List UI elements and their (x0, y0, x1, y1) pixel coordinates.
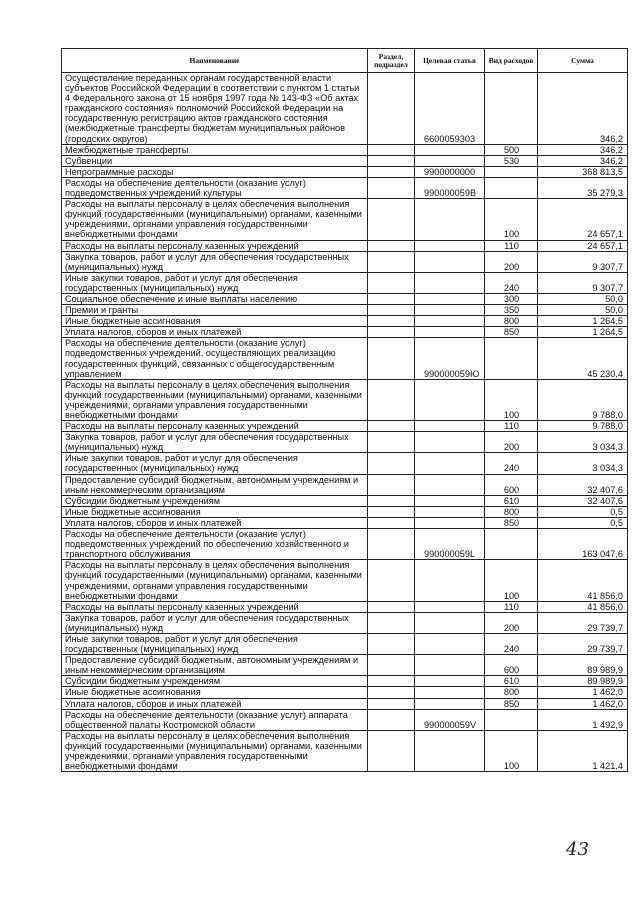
cell-target (415, 474, 485, 495)
cell-type (485, 177, 538, 198)
cell-type (485, 338, 538, 379)
cell-section (368, 612, 415, 633)
cell-section (368, 316, 415, 327)
cell-sum: 9 307,7 (538, 272, 628, 293)
table-row (62, 73, 628, 145)
cell-name: Расходы на обеспечение деятельности (оказание услуг) подведомственных учреждений культуры (62, 177, 368, 198)
cell-target (415, 240, 485, 251)
cell-name: Иные бюджетные ассигнования (62, 687, 368, 698)
cell-sum: 0,5 (538, 517, 628, 528)
table-row (62, 144, 628, 155)
table-row (62, 655, 628, 676)
cell-sum: 346,2 (538, 144, 628, 155)
cell-target (415, 633, 485, 654)
cell-target (415, 601, 485, 612)
table-row (62, 155, 628, 166)
cell-type: 240 (485, 453, 538, 474)
cell-target: 990000059V (415, 709, 485, 730)
cell-target (415, 421, 485, 432)
cell-sum: 1 264,5 (538, 316, 628, 327)
cell-name: Расходы на выплаты персоналу в целях обеспечения выполнения функций государственными (муниципальными) органами, казенными учреждениями, органами управления государственными внебюджетными фондами (62, 379, 368, 420)
cell-type: 100 (485, 199, 538, 240)
cell-section (368, 73, 415, 145)
cell-sum: 1 421,4 (538, 730, 628, 771)
cell-type: 200 (485, 612, 538, 633)
cell-type (485, 709, 538, 730)
header-type: Вид расходов (485, 49, 538, 73)
cell-name: Осуществление переданных органам государственной власти субъектов Российской Федерации в соответствии с пунктом 1 статьи 4 Федерального закона от 15 ноября 1997 года № 143-ФЗ «Об актах гражданского состояния» полномочий Российской Федерации на государственную регистрацию актов гражданского состояния (межбюджетные трансферты бюджетам муниципальных районов (городских округов) (62, 73, 368, 145)
cell-type: 610 (485, 495, 538, 506)
cell-target (415, 432, 485, 453)
cell-name: Уплата налогов, сборов и иных платежей (62, 517, 368, 528)
cell-target: 6600059303 (415, 73, 485, 145)
cell-section (368, 474, 415, 495)
cell-target (415, 655, 485, 676)
cell-name: Расходы на выплаты персоналу в целях обеспечения выполнения функций государственными (муниципальными) органами, казенными учреждениями, органами управления государственными внебюджетными фондами (62, 560, 368, 601)
cell-target (415, 687, 485, 698)
cell-target: 990000059В (415, 177, 485, 198)
cell-section (368, 506, 415, 517)
cell-section (368, 338, 415, 379)
cell-target: 9900000000 (415, 166, 485, 177)
cell-sum: 89 989,9 (538, 655, 628, 676)
cell-target (415, 506, 485, 517)
cell-name: Межбюджетные трансферты (62, 144, 368, 155)
cell-section (368, 529, 415, 560)
cell-target (415, 560, 485, 601)
cell-name: Иные бюджетные ассигнования (62, 316, 368, 327)
cell-name: Премии и гранты (62, 305, 368, 316)
cell-name: Предоставление субсидий бюджетным, автономным учреждениям и иным некоммерческим организациям (62, 474, 368, 495)
table-row (62, 327, 628, 338)
cell-section (368, 676, 415, 687)
cell-section (368, 421, 415, 432)
table-row (62, 166, 628, 177)
cell-target (415, 327, 485, 338)
cell-target (415, 251, 485, 272)
cell-target (415, 453, 485, 474)
table-row (62, 529, 628, 560)
table-row (62, 293, 628, 304)
cell-sum: 9 307,7 (538, 251, 628, 272)
cell-section (368, 272, 415, 293)
cell-name: Уплата налогов, сборов и иных платежей (62, 698, 368, 709)
table-row (62, 338, 628, 379)
table-row (62, 474, 628, 495)
table-row (62, 698, 628, 709)
cell-type: 800 (485, 687, 538, 698)
cell-target (415, 698, 485, 709)
table-row (62, 506, 628, 517)
cell-sum: 346,2 (538, 155, 628, 166)
cell-type: 110 (485, 601, 538, 612)
cell-type: 110 (485, 421, 538, 432)
cell-name: Иные закупки товаров, работ и услуг для обеспечения государственных (муниципальных) нужд (62, 633, 368, 654)
table-row (62, 730, 628, 771)
cell-sum: 1 462,0 (538, 687, 628, 698)
cell-target: 990000059Ю (415, 338, 485, 379)
cell-sum: 41 856,0 (538, 601, 628, 612)
table-row (62, 421, 628, 432)
cell-section (368, 453, 415, 474)
cell-name: Иные закупки товаров, работ и услуг для обеспечения государственных (муниципальных) нужд (62, 272, 368, 293)
cell-name: Расходы на выплаты персоналу казенных учреждений (62, 601, 368, 612)
cell-sum: 1 264,5 (538, 327, 628, 338)
cell-target (415, 517, 485, 528)
cell-sum: 29 739,7 (538, 633, 628, 654)
cell-sum: 24 657,1 (538, 199, 628, 240)
cell-name: Непрограммные расходы (62, 166, 368, 177)
cell-sum: 24 657,1 (538, 240, 628, 251)
page-number: 43 (566, 839, 589, 860)
cell-name: Иные закупки товаров, работ и услуг для обеспечения государственных (муниципальных) нужд (62, 453, 368, 474)
cell-type: 200 (485, 251, 538, 272)
cell-name: Закупка товаров, работ и услуг для обеспечения государственных (муниципальных) нужд (62, 612, 368, 633)
cell-type: 100 (485, 560, 538, 601)
cell-section (368, 327, 415, 338)
table-row (62, 305, 628, 316)
cell-target (415, 612, 485, 633)
header-section: Раздел, подраздел (368, 49, 415, 73)
cell-name: Социальное обеспечение и иные выплаты населению (62, 293, 368, 304)
cell-section (368, 709, 415, 730)
header-target: Целевая статья (415, 49, 485, 73)
table-row (62, 379, 628, 420)
cell-sum: 32 407,6 (538, 495, 628, 506)
cell-section (368, 305, 415, 316)
cell-sum: 1 492,9 (538, 709, 628, 730)
cell-type: 200 (485, 432, 538, 453)
cell-name: Субвенции (62, 155, 368, 166)
cell-target (415, 730, 485, 771)
cell-sum: 368 813,5 (538, 166, 628, 177)
cell-section (368, 240, 415, 251)
table-body (62, 73, 628, 772)
cell-type (485, 166, 538, 177)
cell-name: Расходы на выплаты персоналу казенных учреждений (62, 421, 368, 432)
cell-section (368, 251, 415, 272)
cell-section (368, 517, 415, 528)
cell-section (368, 687, 415, 698)
cell-name: Уплата налогов, сборов и иных платежей (62, 327, 368, 338)
cell-type: 110 (485, 240, 538, 251)
cell-target (415, 144, 485, 155)
cell-section (368, 495, 415, 506)
cell-sum: 35 279,3 (538, 177, 628, 198)
cell-type (485, 529, 538, 560)
cell-type: 800 (485, 506, 538, 517)
table-row (62, 709, 628, 730)
table-row (62, 199, 628, 240)
cell-target (415, 272, 485, 293)
cell-target (415, 199, 485, 240)
cell-section (368, 155, 415, 166)
cell-section (368, 379, 415, 420)
table-row (62, 495, 628, 506)
cell-section (368, 432, 415, 453)
cell-type: 600 (485, 655, 538, 676)
cell-type: 350 (485, 305, 538, 316)
cell-sum: 0,5 (538, 506, 628, 517)
cell-type: 850 (485, 698, 538, 709)
cell-target (415, 676, 485, 687)
cell-name: Субсидии бюджетным учреждениям (62, 676, 368, 687)
cell-section (368, 144, 415, 155)
cell-target (415, 293, 485, 304)
table-row (62, 687, 628, 698)
cell-sum: 50,0 (538, 293, 628, 304)
cell-type: 850 (485, 327, 538, 338)
cell-target (415, 379, 485, 420)
cell-sum: 29 739,7 (538, 612, 628, 633)
cell-section (368, 199, 415, 240)
cell-name: Расходы на выплаты персоналу в целях обеспечения выполнения функций государственными (муниципальными) органами, казенными учреждениями, органами управления государственными внебюджетными фондами (62, 730, 368, 771)
cell-target (415, 316, 485, 327)
table-row (62, 517, 628, 528)
cell-section (368, 293, 415, 304)
budget-table (61, 48, 628, 772)
cell-name: Иные бюджетные ассигнования (62, 506, 368, 517)
cell-type: 300 (485, 293, 538, 304)
cell-sum: 9 788,0 (538, 379, 628, 420)
table-row (62, 272, 628, 293)
cell-name: Расходы на обеспечение деятельности (оказание услуг) аппарата общественной палаты Костромской области (62, 709, 368, 730)
cell-sum: 346,2 (538, 73, 628, 145)
cell-type (485, 73, 538, 145)
header-name: Наименование (62, 49, 368, 73)
cell-sum: 3 034,3 (538, 453, 628, 474)
cell-type: 610 (485, 676, 538, 687)
cell-sum: 89 989,9 (538, 676, 628, 687)
cell-name: Расходы на выплаты персоналу в целях обеспечения выполнения функций государственными (муниципальными) органами, казенными учреждениями, органами управления государственными внебюджетными фондами (62, 199, 368, 240)
cell-name: Закупка товаров, работ и услуг для обеспечения государственных (муниципальных) нужд (62, 432, 368, 453)
cell-name: Расходы на обеспечение деятельности (оказание услуг) подведомственных учреждений по обеспечению хозяйственного и транспортного обслуживания (62, 529, 368, 560)
cell-sum: 3 034,3 (538, 432, 628, 453)
cell-name: Расходы на выплаты персоналу казенных учреждений (62, 240, 368, 251)
cell-type: 500 (485, 144, 538, 155)
table-row (62, 560, 628, 601)
cell-section (368, 698, 415, 709)
cell-section (368, 730, 415, 771)
cell-name: Расходы на обеспечение деятельности (оказание услуг) подведомственных учреждений, осуществляющих реализацию государственных функций, связанных с общегосударственным управлением (62, 338, 368, 379)
cell-type: 100 (485, 730, 538, 771)
cell-name: Предоставление субсидий бюджетным, автономным учреждениям и иным некоммерческим организациям (62, 655, 368, 676)
cell-type: 850 (485, 517, 538, 528)
table-row (62, 633, 628, 654)
cell-section (368, 560, 415, 601)
cell-sum: 41 856,0 (538, 560, 628, 601)
cell-section (368, 177, 415, 198)
cell-name: Субсидии бюджетным учреждениям (62, 495, 368, 506)
cell-type: 240 (485, 272, 538, 293)
table-row (62, 251, 628, 272)
table-row (62, 601, 628, 612)
cell-target (415, 155, 485, 166)
cell-target: 990000059L (415, 529, 485, 560)
table-row (62, 240, 628, 251)
cell-type: 800 (485, 316, 538, 327)
cell-target (415, 495, 485, 506)
cell-section (368, 601, 415, 612)
cell-sum: 32 407,6 (538, 474, 628, 495)
table-row (62, 676, 628, 687)
cell-sum: 9 788,0 (538, 421, 628, 432)
cell-sum: 45 230,4 (538, 338, 628, 379)
cell-type: 530 (485, 155, 538, 166)
cell-name: Закупка товаров, работ и услуг для обеспечения государственных (муниципальных) нужд (62, 251, 368, 272)
cell-type: 600 (485, 474, 538, 495)
table-row (62, 316, 628, 327)
table-row (62, 453, 628, 474)
cell-section (368, 166, 415, 177)
cell-section (368, 633, 415, 654)
table-row (62, 432, 628, 453)
cell-target (415, 305, 485, 316)
cell-sum: 1 462,0 (538, 698, 628, 709)
cell-type: 100 (485, 379, 538, 420)
cell-sum: 163 047,6 (538, 529, 628, 560)
table-header-row (62, 49, 628, 73)
table-row (62, 177, 628, 198)
cell-section (368, 655, 415, 676)
cell-sum: 50,0 (538, 305, 628, 316)
table-row (62, 612, 628, 633)
header-sum: Сумма (538, 49, 628, 73)
cell-type: 240 (485, 633, 538, 654)
